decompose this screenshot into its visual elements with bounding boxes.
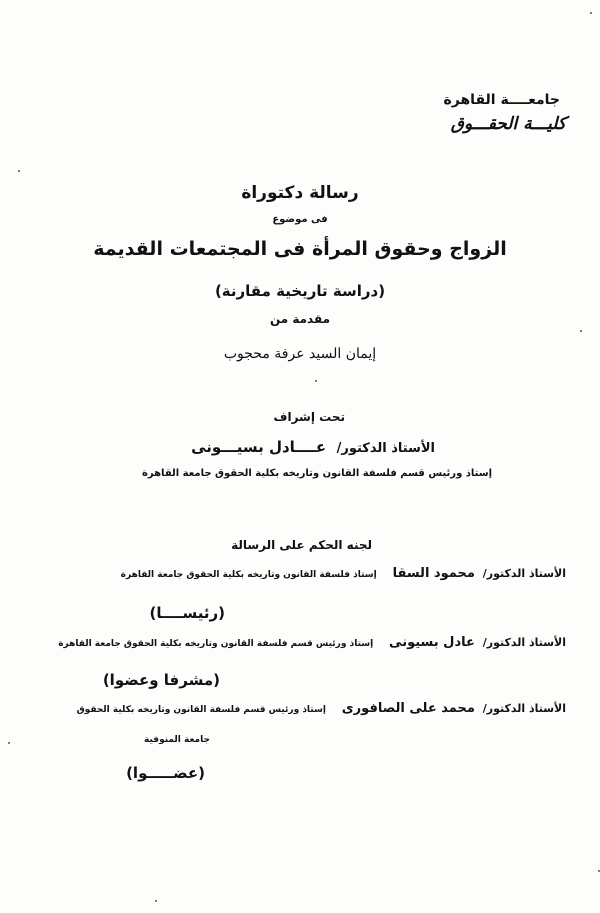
member-title: إستاذ ورئيس قسم فلسفة القانون وتاريخه بكلية الحقوق: [76, 705, 326, 715]
supervisor-title: إستاذ ورئيس قسم فلسفة القانون وتاريخه بكلية الحقوق جامعة القاهرة: [142, 468, 492, 479]
university-name: جامعــــة القاهرة: [443, 92, 560, 108]
topic-label: فى موضوع: [272, 214, 328, 225]
committee-member: [121, 566, 566, 581]
scan-speck: [590, 12, 592, 14]
member-prefix: الأستاذ الدكتور/: [482, 636, 566, 649]
member-role: (مشرفا وعضوا): [102, 671, 220, 689]
member-role: (رئيســــا): [149, 604, 225, 622]
scan-speck: [18, 170, 20, 172]
author-name: إيمان السيد عرفة محجوب: [223, 346, 377, 362]
member-name: محمود السقا: [392, 566, 475, 581]
scan-speck: [8, 742, 10, 744]
committee-member: [58, 635, 566, 650]
supervisor-line: [191, 438, 435, 456]
thesis-type: رسالة دكتوراة: [241, 183, 359, 203]
scan-speck: [155, 900, 157, 902]
supervisor-prefix: الأستاذ الدكتور/: [336, 441, 435, 456]
supervisor-name: عــــادل بسيـــونى: [191, 438, 327, 456]
member-title-continuation: جامعة المنوفية: [144, 735, 210, 745]
thesis-title: الزواج وحقوق المرأة فى المجتمعات القديمة: [93, 238, 507, 260]
member-title: إستاذ فلسفة القانون وتاريخه بكلية الحقوق جامعة القاهرة: [120, 570, 377, 580]
presented-by-label: مقدمة من: [269, 312, 331, 326]
thesis-subtitle: (دراسة تاريخية مقارنة): [214, 282, 386, 300]
member-prefix: الأستاذ الدكتور/: [482, 567, 566, 580]
member-title: إستاذ ورئيس قسم فلسفة القانون وتاريخه بكلية الحقوق جامعة القاهرة: [58, 639, 374, 649]
committee-heading: لجنه الحكم على الرسالة: [231, 538, 372, 552]
scan-speck: [580, 330, 582, 332]
scan-speck: [315, 380, 317, 382]
supervision-label: تحت إشراف: [273, 410, 345, 424]
member-name: محمد على الصافورى: [341, 701, 475, 716]
member-role: (عضـــــوا): [126, 764, 205, 782]
faculty-name: كليـــة الحقـــوق: [450, 114, 566, 134]
member-prefix: الأستاذ الدكتور/: [482, 702, 566, 715]
committee-member: [77, 701, 566, 716]
member-name: عادل بسيونى: [389, 635, 475, 650]
